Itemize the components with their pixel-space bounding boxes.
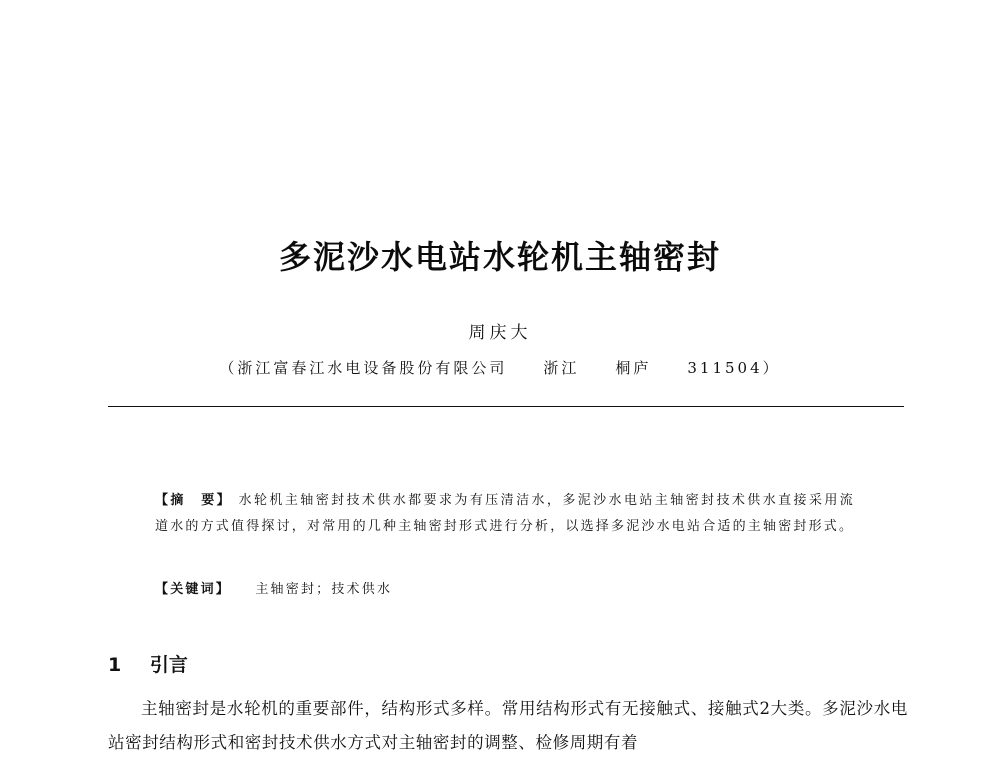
header-divider — [108, 406, 904, 407]
abstract-text: 水轮机主轴密封技术供水都要求为有压清洁水，多泥沙水电站主轴密封技术供水直接采用流道水的方式值得探讨，对常用的几种主轴密封形式进行分析，以选择多泥沙水电站合适的主轴密封形式。 — [155, 493, 855, 534]
section-number: 1 — [108, 654, 122, 676]
keywords-label: 【关键词】 — [155, 582, 232, 597]
section-title: 引言 — [149, 654, 188, 676]
abstract-label: 【摘 要】 — [155, 493, 233, 508]
keywords — [155, 578, 392, 597]
section-heading — [108, 650, 188, 677]
keywords-text: 主轴密封；技术供水 — [255, 582, 393, 597]
body-paragraph: 主轴密封是水轮机的重要部件，结构形式多样。常用结构形式有无接触式、接触式2大类。多泥沙水电站密封结构形式和密封技术供水方式对主轴密封的调整、检修周期有着 — [108, 699, 908, 752]
paper-title: 多泥沙水电站水轮机主轴密封 — [278, 238, 721, 276]
abstract — [155, 488, 855, 540]
author-name: 周庆大 — [468, 323, 532, 343]
affiliation: （浙江富春江水电设备股份有限公司 浙江 桐庐 311504） — [219, 359, 781, 377]
